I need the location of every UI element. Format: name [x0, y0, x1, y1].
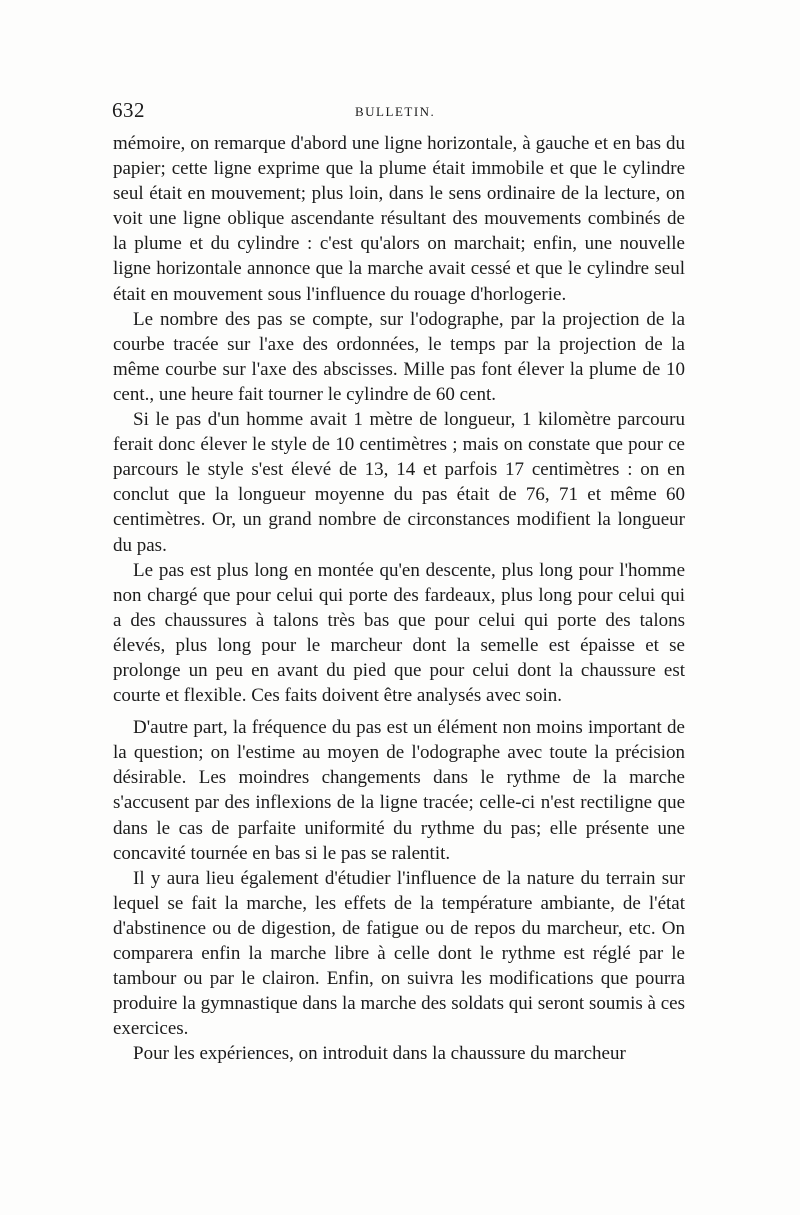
- paragraph-experiments: Pour les expériences, on introduit dans la chaussure du marcheur: [133, 1043, 626, 1065]
- paragraph-step-count: Le nombre des pas se compte, sur l'odographe, par la projection de la courbe tracée sur l'axe des ordonnées, le temps par la projection de la même courbe sur l'axe des abscisses. Mille pas font élever la plume de 10 cent., une heure fait tourner le cylindre de 60 cent.: [113, 308, 685, 405]
- paragraph-step-length: Si le pas d'un homme avait 1 mètre de longueur, 1 kilomètre parcouru ferait donc élever le style de 10 centimètres ; mais on constate que pour ce parcours le style s'est élevé de 13, 14 et parfois 17 centimètres : on en conclut que la longueur moyenne du pas était de 76, 71 et même 60 centimètres. Or, un grand nombre de circonstances modifient la longueur du pas.: [113, 409, 685, 556]
- paragraph-continued: mémoire, on remarque d'abord une ligne horizontale, à gauche et en bas du papier; cette ligne exprime que la plume était immobile et que le cylindre seul était en mouvement; plus loin, dans le sens ordinaire de la lecture, on voit une ligne oblique ascendante résultant des mouvements combinés de la plume et du cylindre : c'est qu'alors on marchait; enfin, une nouvelle ligne horizontale annonce que la marche avait cessé et que le cylindre seul était en mouvement sous l'influence du rouage d'horlogerie.: [113, 133, 685, 305]
- running-header: [112, 98, 684, 126]
- running-title: BULLETIN.: [355, 104, 436, 119]
- paragraph-step-frequency: D'autre part, la fréquence du pas est un élément non moins important de la question; on l'estime au moyen de l'odographe avec toute la précision désirable. Les moindres changements dans le rythme de la marche s'accusent par des inflexions de la ligne tracée; celle-ci n'est rectiligne que dans le cas de parfaite uniformité du rythme du pas; elle présente une concavité tournée en bas si le pas se ralentit.: [113, 717, 685, 864]
- body-text: [113, 131, 685, 1066]
- page-number: 632: [112, 98, 145, 122]
- paragraph-terrain-influence: Il y aura lieu également d'étudier l'influence de la nature du terrain sur lequel se fait la marche, les effets de la température ambiante, de l'état d'abstinence ou de digestion, de fatigue ou de repos du marcheur, etc. On comparera enfin la marche libre à celle dont le rythme est réglé par le tambour ou par le clairon. Enfin, on suivra les modifications que pourra produire la gymnastique dans la marche des soldats qui seront soumis à ces exercices.: [113, 867, 685, 1040]
- paragraph-step-factors: Le pas est plus long en montée qu'en descente, plus long pour l'homme non chargé que pour celui qui porte des fardeaux, plus long pour celui qui a des chaussures à talons très bas que pour celui qui porte des talons élevés, plus long pour le marcheur dont la semelle est épaisse et se prolonge un peu en avant du pied que pour celui dont la chaussure est courte et flexible. Ces faits doivent être analysés avec soin.: [113, 559, 685, 707]
